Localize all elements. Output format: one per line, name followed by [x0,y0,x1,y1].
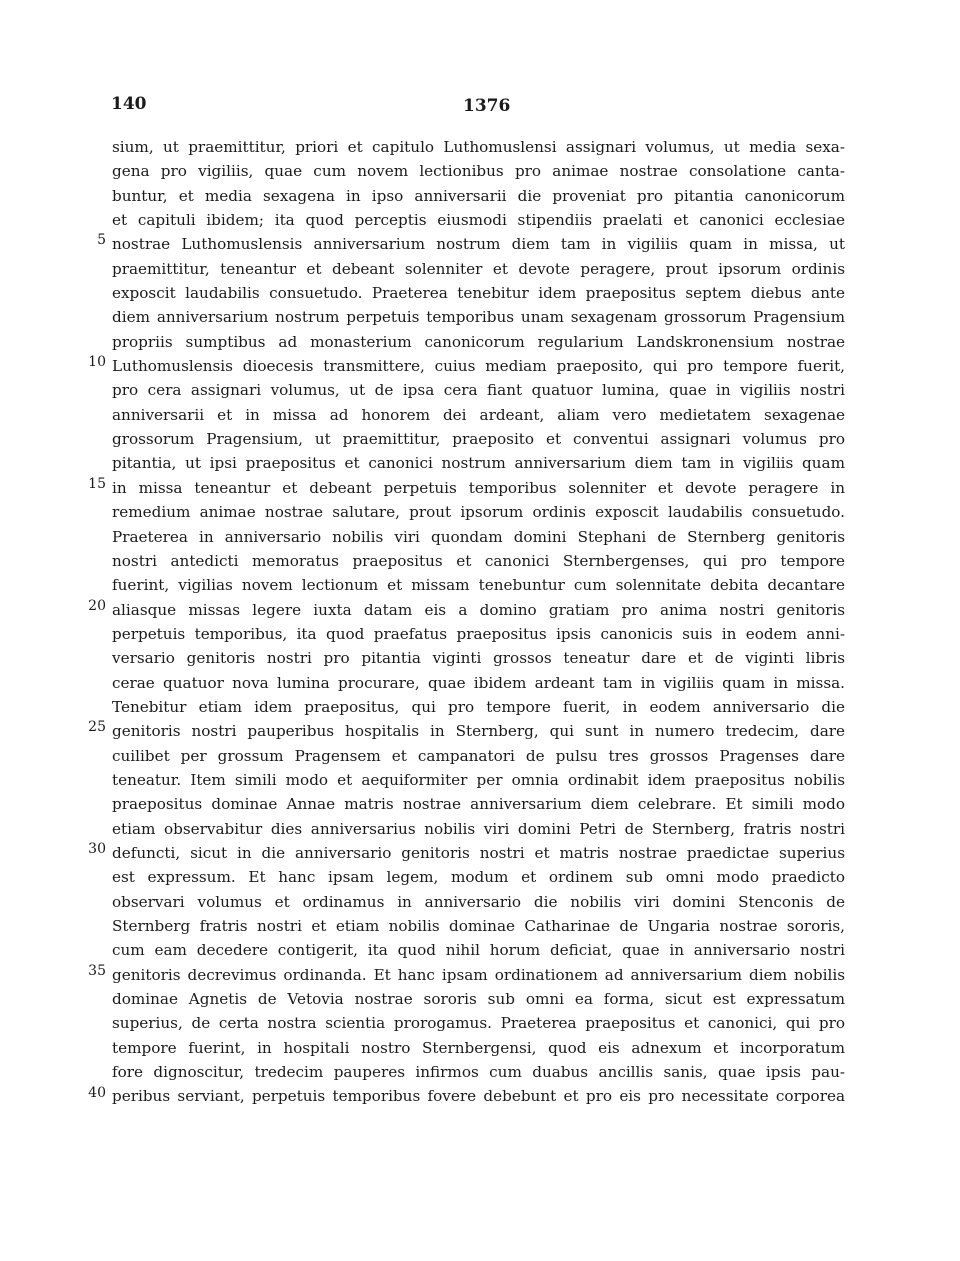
page-number: 140 [111,94,147,114]
line-number: 30 [88,841,106,858]
text-line: propriis sumptibus ad monasterium canonicorum regularium Landskronensium nostrae [112,332,845,351]
text-line: superius, de certa nostra scientia prorogamus. Praeterea praepositus et canonici, qui pro [112,1014,845,1033]
line-number: 40 [88,1084,106,1101]
text-line: est expressum. Et hanc ipsam legem, modum et ordinem sub omni modo praedicto [112,868,845,887]
text-line: cerae quatuor nova lumina procurare, quae ibidem ardeant tam in vigiliis quam in missa. [112,673,845,692]
text-line: etiam observabitur dies anniversarius nobilis viri domini Petri de Sternberg, fratris nostri [112,819,845,838]
text-line: pro cera assignari volumus, ut de ipsa cera fiant quatuor lumina, quae in vigiliis nostri [112,381,845,400]
text-line: tempore fuerint, in hospitali nostro Sternbergensi, quod eis adnexum et incorporatum [112,1038,845,1057]
line-number: 35 [88,962,106,979]
text-line: cum eam decedere contigerit, ita quod nihil horum deficiat, quae in anniversario nostri [112,941,845,960]
line-number: 25 [88,719,106,736]
line-number: 5 [97,232,106,249]
text-line: peribus serviant, perpetuis temporibus fovere debebunt et pro eis pro necessitate corporea [112,1087,845,1106]
text-line: remedium animae nostrae salutare, prout ipsorum ordinis exposcit laudabilis consuetudo. [112,503,845,522]
text-line: Praeterea in anniversario nobilis viri quondam domini Stephani de Sternberg genitoris [112,527,845,546]
text-line: aliasque missas legere iuxta datam eis a domino gratiam pro anima nostri genitoris [112,600,845,619]
text-line: fore dignoscitur, tredecim pauperes infirmos cum duabus ancillis sanis, quae ipsis pau- [112,1063,845,1082]
text-line: praepositus dominae Annae matris nostrae anniversarium diem celebrare. Et simili modo [112,795,845,814]
text-line: exposcit laudabilis consuetudo. Praeterea tenebitur idem praepositus septem diebus ante [112,284,845,303]
text-line: gena pro vigiliis, quae cum novem lectionibus pro animae nostrae consolatione canta- [112,162,845,181]
text-line: Luthomuslensis dioecesis transmittere, cuius mediam praeposito, qui pro tempore fuerit, [112,357,845,376]
text-line: perpetuis temporibus, ita quod praefatus praepositus ipsis canonicis suis in eodem anni- [112,624,845,643]
text-line: Tenebitur etiam idem praepositus, qui pro tempore fuerit, in eodem anniversario die [112,697,845,716]
text-line: pitantia, ut ipsi praepositus et canonici nostrum anniversarium diem tam in vigiliis quam [112,454,845,473]
text-line: in missa teneantur et debeant perpetuis temporibus solenniter et devote peragere in [112,478,845,497]
text-line: observari volumus et ordinamus in anniversario die nobilis viri domini Stenconis de [112,892,845,911]
text-line: cuilibet per grossum Pragensem et campanatori de pulsu tres grossos Pragenses dare [112,746,845,765]
text-line: fuerint, vigilias novem lectionum et missam tenebuntur cum solennitate debita decantare [112,576,845,595]
document-year: 1376 [463,96,511,116]
line-number: 20 [88,597,106,614]
line-number: 10 [88,354,106,371]
text-line: buntur, et media sexagena in ipso anniversarii die proveniat pro pitantia canonicorum [112,186,845,205]
text-line: genitoris nostri pauperibus hospitalis in Sternberg, qui sunt in numero tredecim, dare [112,722,845,741]
body-text [88,135,845,1109]
text-line: dominae Agnetis de Vetovia nostrae sororis sub omni ea forma, sicut est expressatum [112,990,845,1009]
text-line: teneatur. Item simili modo et aequiformiter per omnia ordinabit idem praepositus nobilis [112,770,845,789]
text-line: et capituli ibidem; ita quod perceptis eiusmodi stipendiis praelati et canonici ecclesiae [112,211,845,230]
text-line: praemittitur, teneantur et debeant solenniter et devote peragere, prout ipsorum ordinis [112,259,845,278]
text-line: Sternberg fratris nostri et etiam nobilis dominae Catharinae de Ungaria nostrae sororis, [112,917,845,935]
text-line: genitoris decrevimus ordinanda. Et hanc ipsam ordinationem ad anniversarium diem nobilis [112,965,845,984]
line-number: 15 [88,475,106,492]
text-line: nostrae Luthomuslensis anniversarium nostrum diem tam in vigiliis quam in missa, ut [112,235,845,254]
text-line: grossorum Pragensium, ut praemittitur, praeposito et conventui assignari volumus pro [112,430,845,449]
text-line: versario genitoris nostri pro pitantia viginti grossos teneatur dare et de viginti libris [112,649,845,668]
text-line: diem anniversarium nostrum perpetuis temporibus unam sexagenam grossorum Pragensium [112,308,845,327]
text-line: defuncti, sicut in die anniversario genitoris nostri et matris nostrae praedictae superius [112,843,845,862]
text-line: sium, ut praemittitur, priori et capitulo Luthomuslensi assignari volumus, ut media sexa- [112,138,845,156]
text-line: anniversarii et in missa ad honorem dei ardeant, aliam vero medietatem sexagenae [112,405,845,424]
text-line: nostri antedicti memoratus praepositus et canonici Sternbergenses, qui pro tempore [112,551,845,570]
